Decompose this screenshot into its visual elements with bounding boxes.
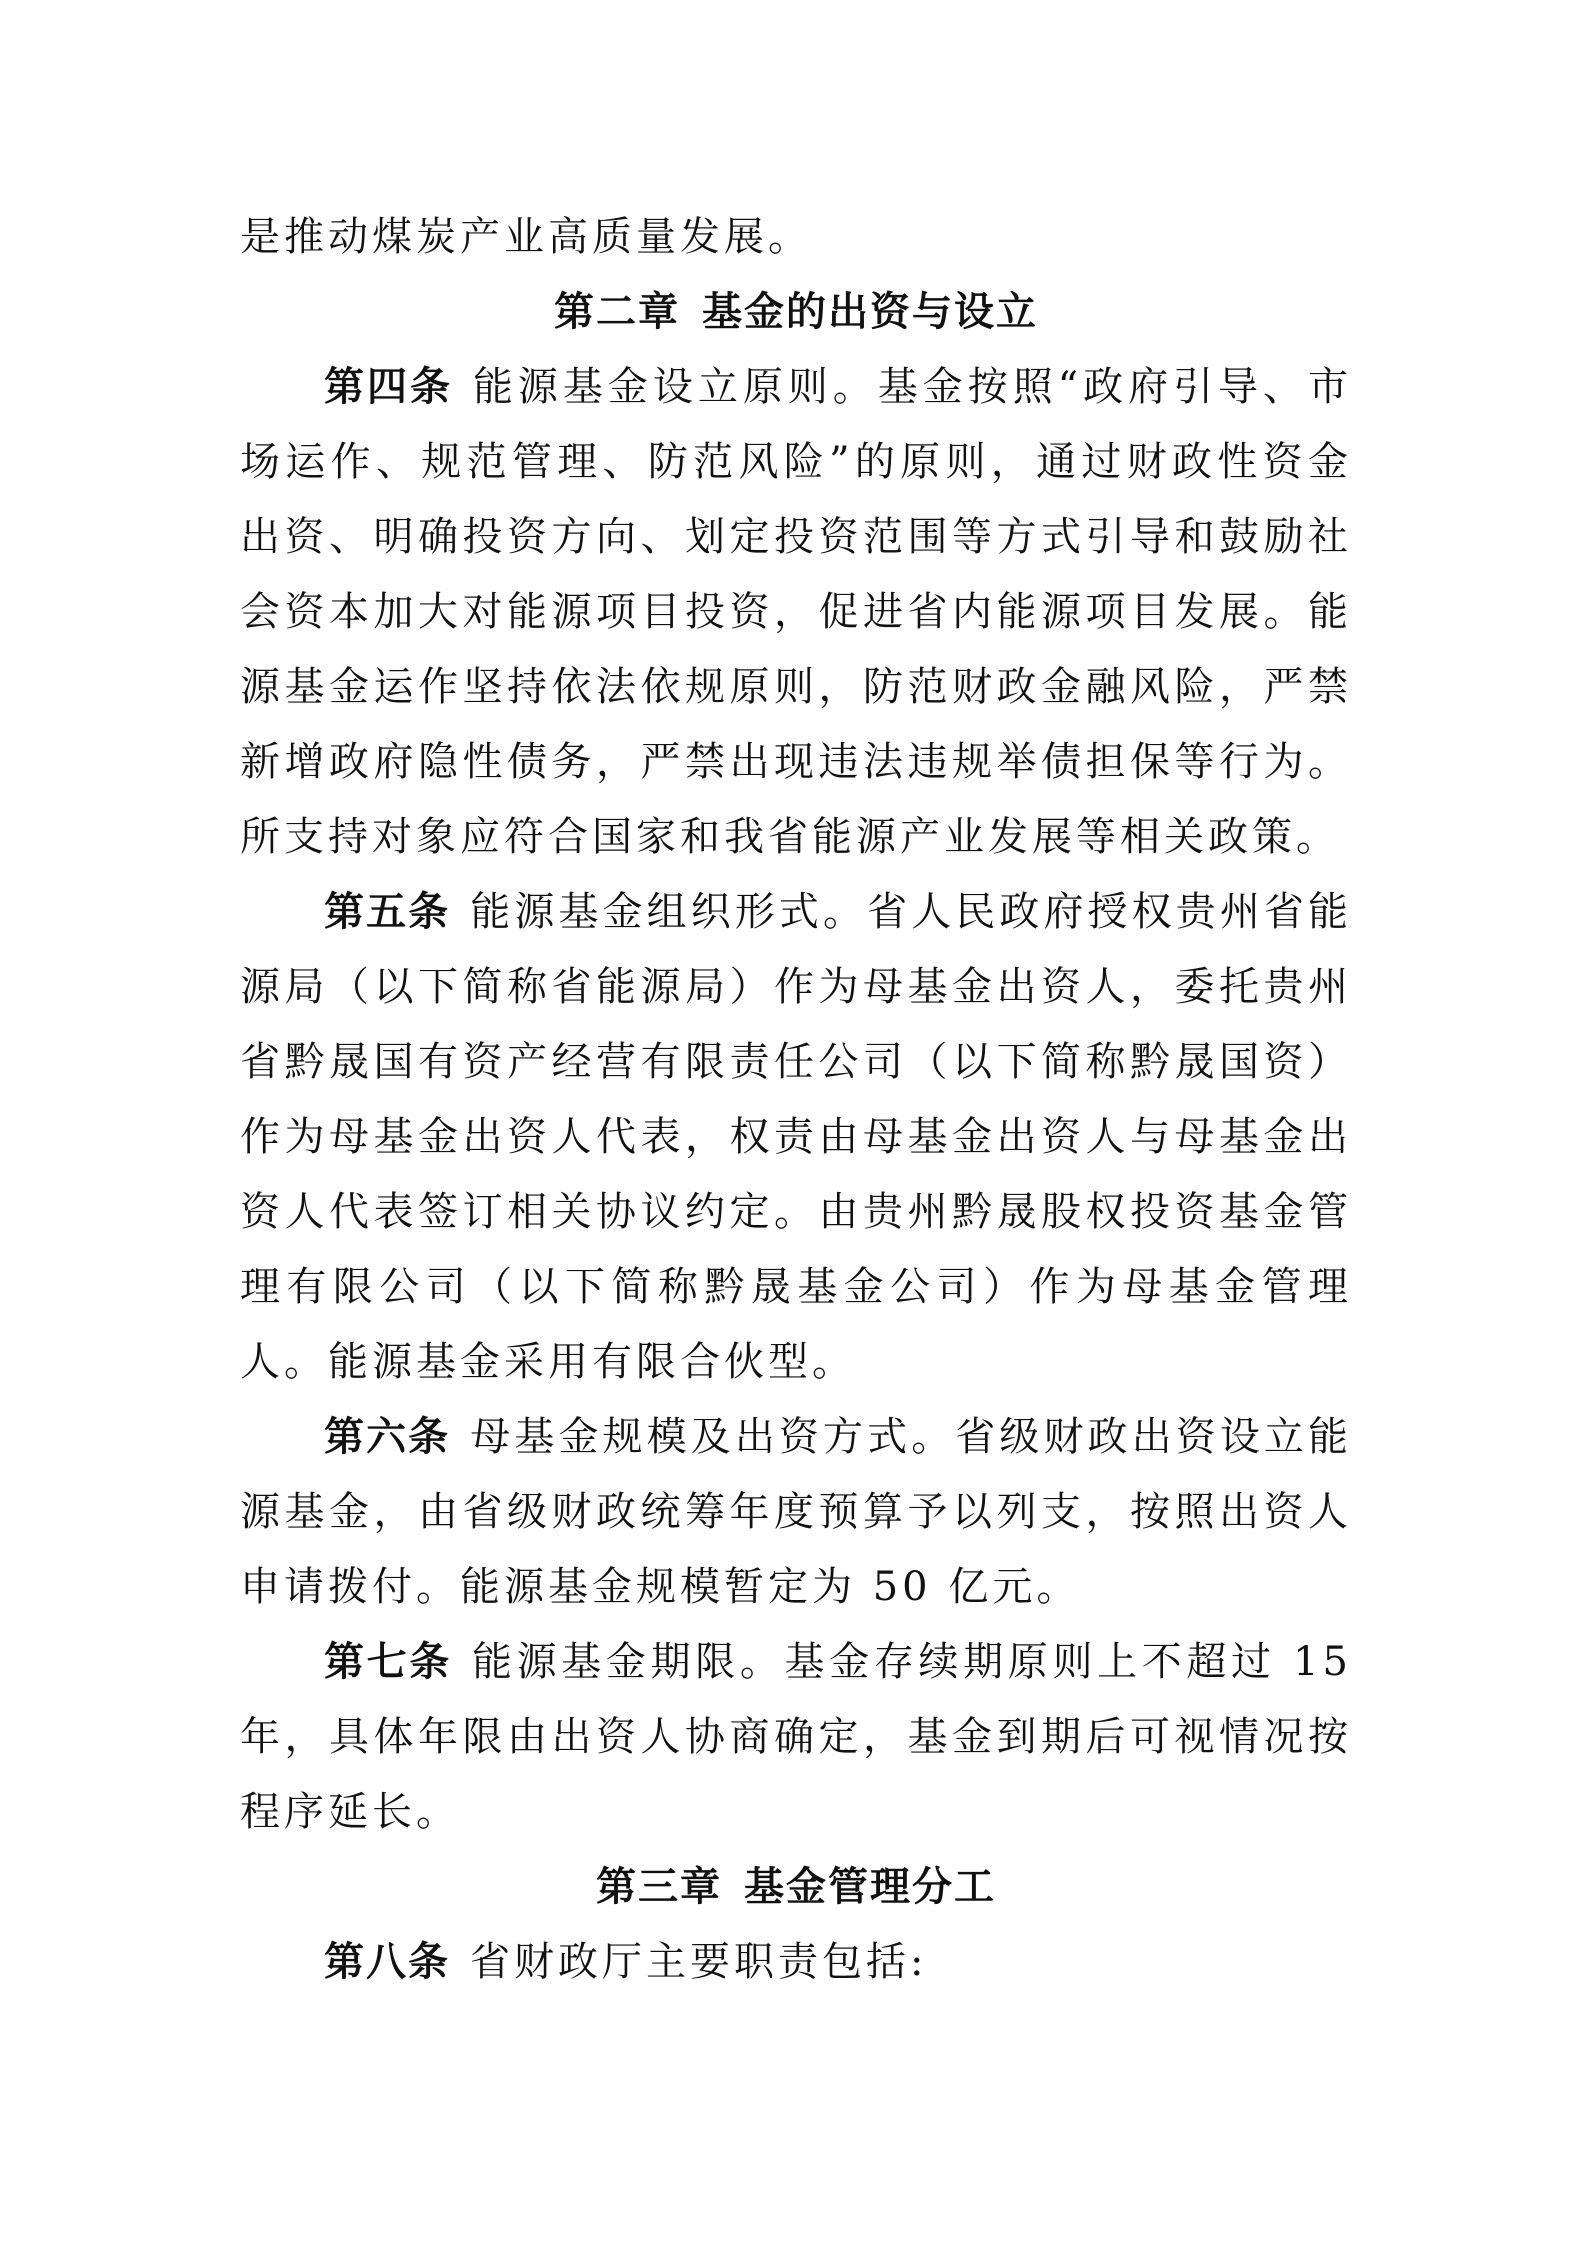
article-label: 第七条 bbox=[324, 1639, 452, 1685]
article-8 bbox=[240, 1925, 1352, 2000]
article-label: 第八条 bbox=[324, 1939, 450, 1985]
article-text: 省财政厅主要职责包括: bbox=[470, 1939, 928, 1985]
chapter-number: 第三章 bbox=[596, 1864, 722, 1910]
chapter-heading-3 bbox=[240, 1850, 1352, 1925]
article-label: 第五条 bbox=[324, 889, 451, 935]
article-text: 母基金规模及出资方式。省级财政出资设立能源基金，由省级财政统筹年度预算予以列支，按照出资人申请拨付。能源基金规模暂定为 50 亿元。 bbox=[240, 1414, 1353, 1610]
article-text: 能源基金设立原则。基金按照“政府引导、市场运作、规范管理、防范风险”的原则，通过财政性资金出资、明确投资方向、划定投资范围等方式引导和鼓励社会资本加大对能源项目投资，促进省内能源项目发展。能源基金运作坚持依法依规原则，防范财政金融风险，严禁新增政府隐性债务，严禁出现违法违规举债担保等行为。所支持对象应符合国家和我省能源产业发展等相关政策。 bbox=[240, 364, 1353, 860]
chapter-heading-2 bbox=[240, 275, 1352, 350]
article-text: 能源基金期限。基金存续期原则上不超过 15 年，具体年限由出资人协商确定，基金到期后可视情况按程序延长。 bbox=[240, 1639, 1352, 1835]
chapter-number: 第二章 bbox=[554, 289, 680, 335]
article-7 bbox=[240, 1625, 1352, 1850]
chapter-title: 基金管理分工 bbox=[744, 1864, 996, 1910]
article-text: 能源基金组织形式。省人民政府授权贵州省能源局（以下简称省能源局）作为母基金出资人，委托贵州省黔晟国有资产经营有限责任公司（以下简称黔晟国资）作为母基金出资人代表，权责由母基金出资人与母基金出资人代表签订相关协议约定。由贵州黔晟股权投资基金管理有限公司（以下简称黔晟基金公司）作为母基金管理人。能源基金采用有限合伙型。 bbox=[240, 889, 1353, 1385]
document-page bbox=[240, 200, 1352, 2000]
article-6 bbox=[240, 1400, 1352, 1625]
chapter-title: 基金的出资与设立 bbox=[702, 289, 1038, 335]
article-4 bbox=[240, 350, 1352, 875]
lead-paragraph: 是推动煤炭产业高质量发展。 bbox=[240, 214, 812, 260]
article-5 bbox=[240, 875, 1352, 1400]
article-label: 第六条 bbox=[324, 1414, 451, 1460]
article-label: 第四条 bbox=[324, 364, 453, 410]
